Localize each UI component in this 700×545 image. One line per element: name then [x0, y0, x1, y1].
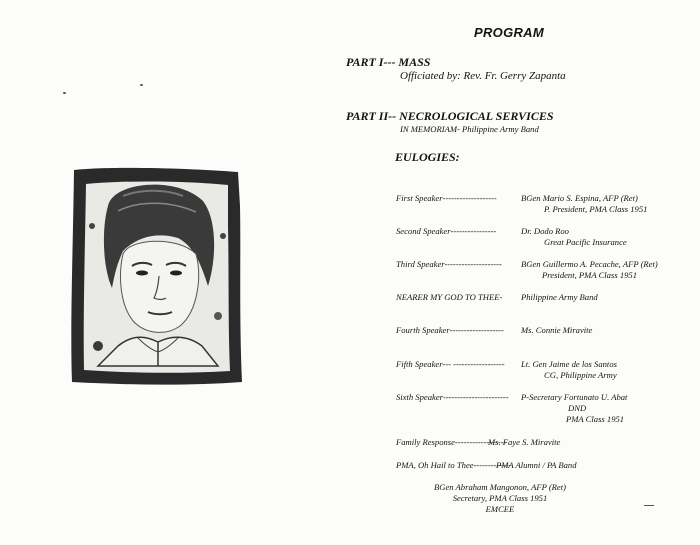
item-detail-2: PMA Class 1951: [566, 414, 625, 424]
emcee-position: Secretary, PMA Class 1951: [452, 493, 548, 503]
part1-officiated: Officiated by: Rev. Fr. Gerry Zapanta: [400, 70, 566, 82]
speck: [63, 92, 66, 94]
item-name: BGen Guillermo A. Pecache, AFP (Ret): [521, 259, 658, 269]
program-item: [396, 292, 686, 322]
item-role: First Speaker-------------------: [396, 193, 497, 203]
item-role: PMA, Oh Hail to Thee-------------: [396, 460, 511, 470]
item-name: Lt. Gen Jaime de los Santos: [521, 359, 617, 369]
item-detail: DND: [568, 403, 587, 413]
item-role: Fifth Speaker--- ------------------: [396, 359, 505, 369]
item-role: Sixth Speaker-----------------------: [396, 392, 509, 402]
program-item: [396, 359, 686, 389]
eulogies-heading: EULOGIES:: [395, 150, 460, 164]
item-name: P-Secretary Fortunato U. Abat: [521, 392, 628, 402]
speck: [644, 505, 654, 506]
memorial-portrait: [68, 166, 243, 388]
item-role: Fourth Speaker-------------------: [396, 325, 504, 335]
program-title: PROGRAM: [474, 25, 544, 40]
item-detail: Great Pacific Insurance: [544, 237, 627, 247]
item-detail: CG, Philippine Army: [544, 370, 617, 380]
item-role: Family Response------------------: [396, 437, 507, 447]
part1-heading: PART I--- MASS: [346, 55, 431, 69]
item-name: Dr. Dodo Roo: [521, 226, 569, 236]
item-detail: P. President, PMA Class 1951: [544, 204, 648, 214]
item-role: Third Speaker--------------------: [396, 259, 502, 269]
item-detail: President, PMA Class 1951: [542, 270, 638, 280]
program-item: [396, 325, 686, 355]
item-name: Ms. Faye S. Miravite: [488, 437, 561, 447]
part2-heading: PART II-- NECROLOGICAL SERVICES: [346, 109, 554, 123]
program-item: [396, 259, 686, 289]
part2-memoriam: IN MEMORIAM- Philippine Army Band: [400, 124, 539, 134]
item-name: Ms. Connie Miravite: [521, 325, 593, 335]
item-role: NEARER MY GOD TO THEE-: [396, 292, 503, 302]
item-name: PMA Alumni / PA Band: [496, 460, 577, 470]
program-item: [396, 392, 686, 426]
item-name: Philippine Army Band: [521, 292, 598, 302]
speck: [140, 84, 143, 86]
emcee-role: EMCEE: [485, 504, 515, 514]
program-item: [396, 193, 686, 223]
item-name: BGen Mario S. Espina, AFP (Ret): [521, 193, 638, 203]
program-item: [396, 226, 686, 256]
item-role: Second Speaker----------------: [396, 226, 497, 236]
emcee-name: BGen Abraham Mangonon, AFP (Ret): [434, 482, 566, 492]
